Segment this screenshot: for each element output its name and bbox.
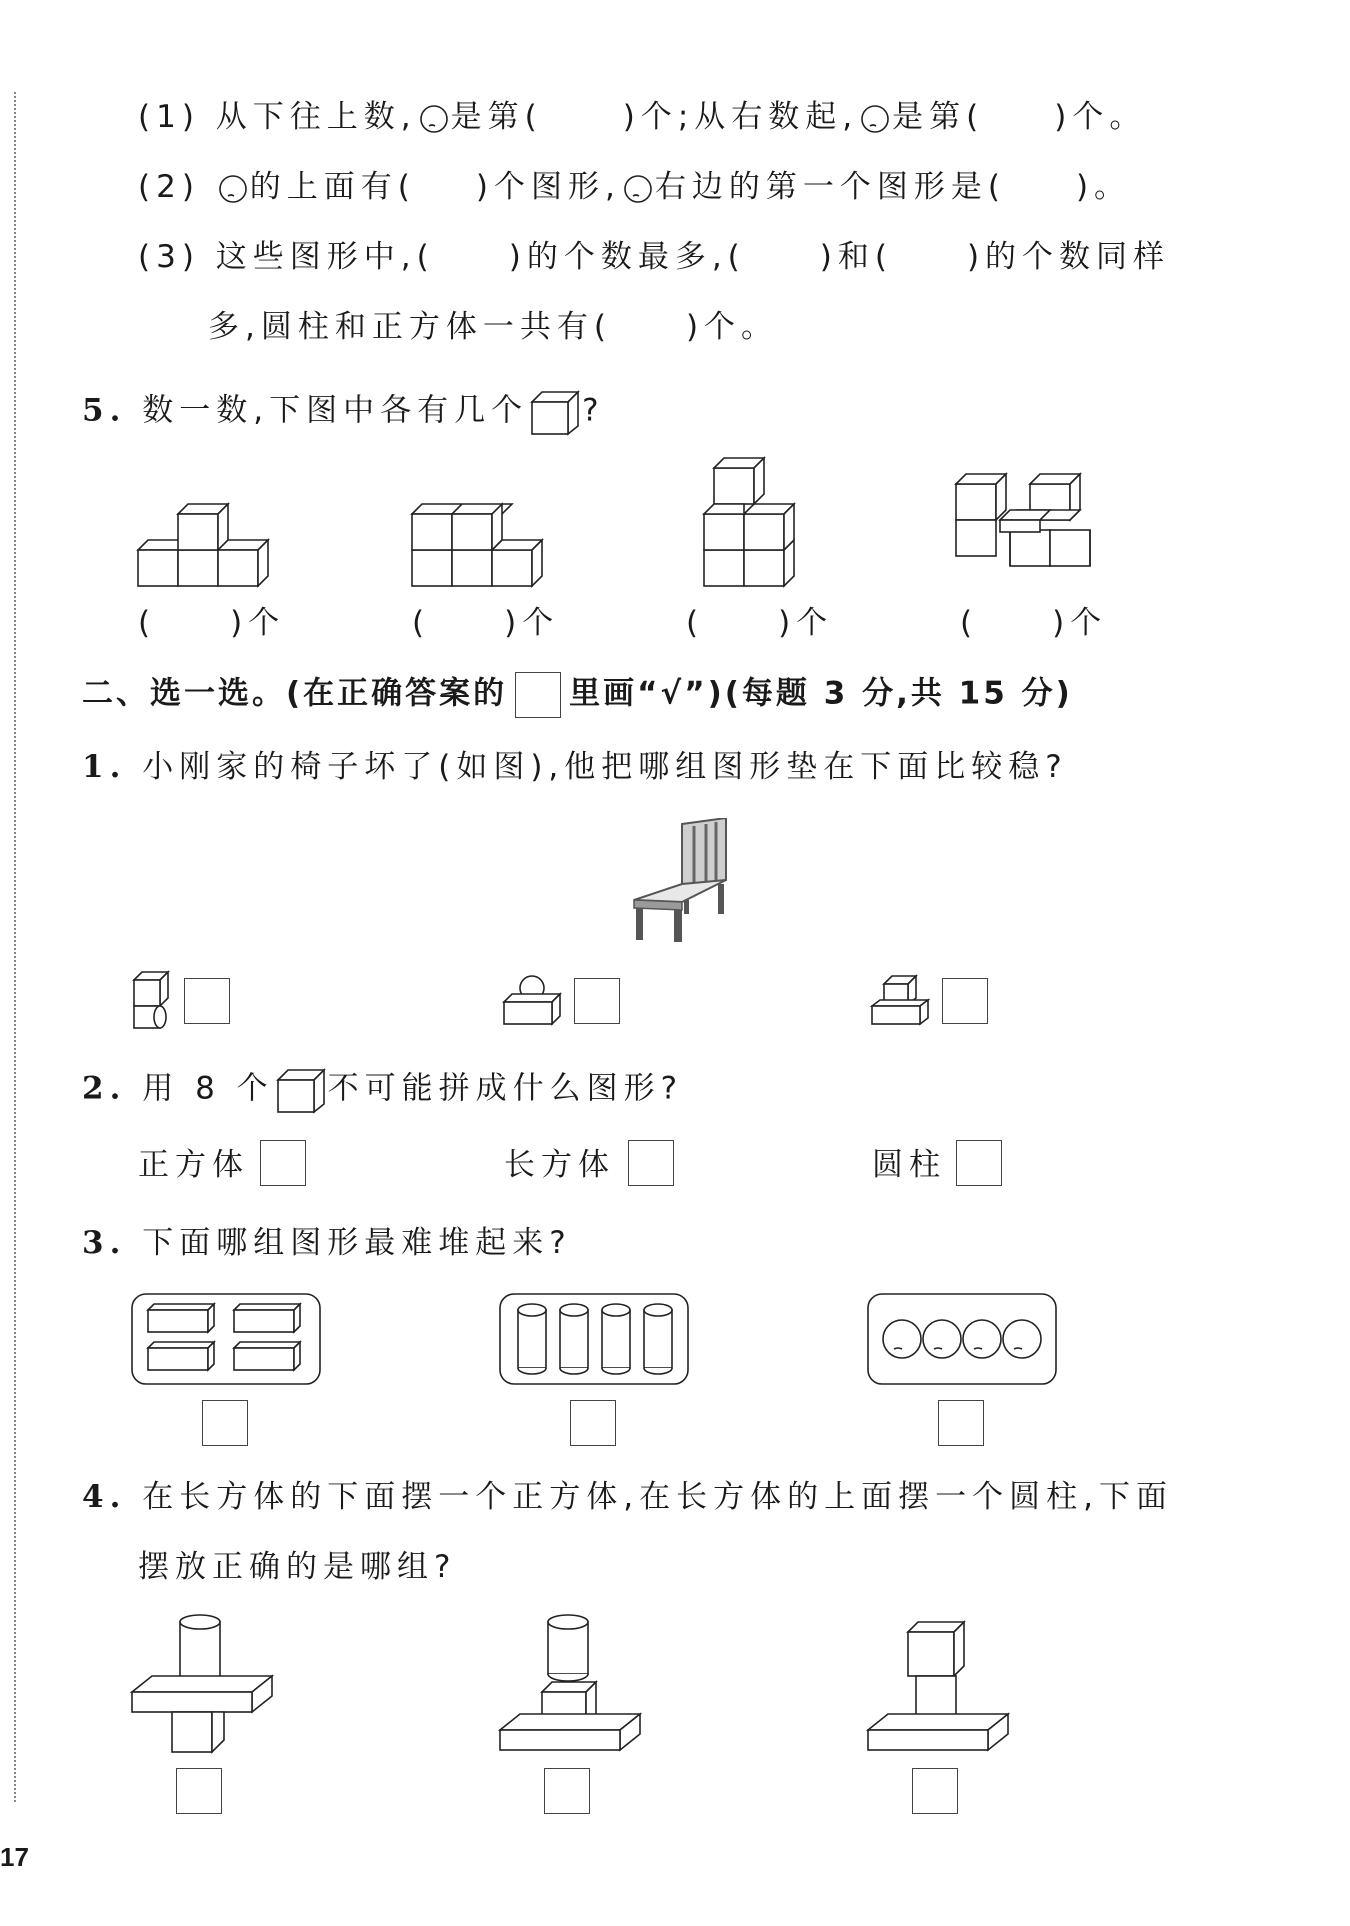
text: 下面哪组图形最难堆起来? <box>142 1225 572 1261</box>
text: 这些图形中,( )的个数最多,( )和( )的个数同样 <box>215 239 1171 275</box>
text: 从下往上数, <box>215 99 417 135</box>
q5-answer-2: ( )个 <box>412 605 560 641</box>
group-of-spheres-figure <box>866 1292 1060 1388</box>
circle-shape-icon <box>216 174 250 204</box>
p2-q1 <box>82 749 1068 785</box>
cube-stack-figure-1 <box>132 490 282 590</box>
q2-option-cuboid-box[interactable] <box>628 1140 674 1186</box>
text: 在长方体的下面摆一个正方体,在长方体的上面摆一个圆柱,下面 <box>142 1479 1173 1515</box>
question-number: 3. <box>82 1225 127 1261</box>
text: )个图形, <box>475 169 621 205</box>
q4-sub1 <box>138 99 1147 135</box>
q1-option-a-box[interactable] <box>184 978 230 1024</box>
text: 小刚家的椅子坏了(如图),他把哪组图形垫在下面比较稳? <box>142 749 1068 785</box>
question-number: 4. <box>82 1479 127 1515</box>
stack-option-a-figure <box>128 1612 278 1762</box>
text: 不可能拼成什么图形? <box>327 1070 684 1107</box>
q1-option-b-box[interactable] <box>574 978 620 1024</box>
text: ? <box>582 392 605 429</box>
p2-q4-line2: 摆放正确的是哪组? <box>138 1549 457 1585</box>
text: )。 <box>1075 169 1132 205</box>
q2-option-cuboid-label: 长方体 <box>504 1147 615 1183</box>
stack-option-c-figure <box>864 1612 1014 1762</box>
p2-q4 <box>82 1479 1173 1515</box>
text: 是第( <box>450 99 543 135</box>
part2-heading <box>82 672 1073 718</box>
p2-q2 <box>82 1066 683 1114</box>
text: 的上面有( <box>249 169 416 205</box>
cube-icon <box>528 388 582 436</box>
q5 <box>82 388 605 436</box>
q5-answer-4: ( )个 <box>960 605 1108 641</box>
q4-option-a-box[interactable] <box>176 1768 222 1814</box>
q3-option-c-box[interactable] <box>938 1400 984 1446</box>
q5-answer-1: ( )个 <box>138 605 286 641</box>
text: 右边的第一个图形是( <box>654 169 1006 205</box>
cube-icon <box>274 1066 328 1114</box>
q1-option-c-box[interactable] <box>942 978 988 1024</box>
cube-on-cylinder-icon <box>130 970 176 1032</box>
question-number: 1. <box>82 749 127 785</box>
text: 数一数,下图中各有几个 <box>142 392 529 429</box>
q3-option-b-box[interactable] <box>570 1400 616 1446</box>
question-number: 5. <box>82 392 127 429</box>
sub-label: (1) <box>138 99 200 135</box>
q4-option-c-box[interactable] <box>912 1768 958 1814</box>
cube-stack-figure-2 <box>406 490 556 590</box>
sub-label: (2) <box>138 169 200 205</box>
text: 是第( <box>892 99 985 135</box>
text: )个;从右数起, <box>622 99 859 135</box>
q2-option-cylinder-label: 圆柱 <box>872 1147 946 1183</box>
circle-shape-icon <box>417 104 451 134</box>
p2-q3 <box>82 1225 572 1261</box>
q4-sub3 <box>138 239 1171 275</box>
group-of-cylinders-figure <box>498 1292 692 1388</box>
text: 用 8 个 <box>142 1070 274 1107</box>
q2-option-cylinder-box[interactable] <box>956 1140 1002 1186</box>
broken-chair-image <box>630 818 740 946</box>
circle-shape-icon <box>621 174 655 204</box>
q4-option-b-box[interactable] <box>544 1768 590 1814</box>
q3-option-a-box[interactable] <box>202 1400 248 1446</box>
q5-answer-3: ( )个 <box>686 605 834 641</box>
group-of-cuboids-figure <box>130 1292 324 1388</box>
sub-label: (3) <box>138 239 200 275</box>
cube-stack-figure-4 <box>952 468 1102 600</box>
heading-text: 二、选一选。(在正确答案的 <box>82 675 508 712</box>
q4-sub3-continued: 多,圆柱和正方体一共有( )个。 <box>208 309 779 345</box>
text: )个。 <box>1054 99 1147 135</box>
q4-sub2 <box>138 169 1132 205</box>
q2-option-cube-label: 正方体 <box>138 1147 249 1183</box>
q2-option-cube-box[interactable] <box>260 1140 306 1186</box>
cube-on-cuboid-icon <box>868 972 932 1030</box>
circle-shape-icon <box>858 104 892 134</box>
heading-text: 里画“√”)(每题 3 分,共 15 分) <box>569 675 1073 712</box>
question-number: 2. <box>82 1070 127 1107</box>
binding-margin-line <box>14 92 16 1802</box>
cube-stack-figure-3 <box>700 452 810 598</box>
sphere-on-cuboid-icon <box>500 972 566 1030</box>
page-number: 17 <box>0 1842 29 1872</box>
answer-box-sample <box>515 672 561 718</box>
stack-option-b-figure <box>496 1612 646 1762</box>
